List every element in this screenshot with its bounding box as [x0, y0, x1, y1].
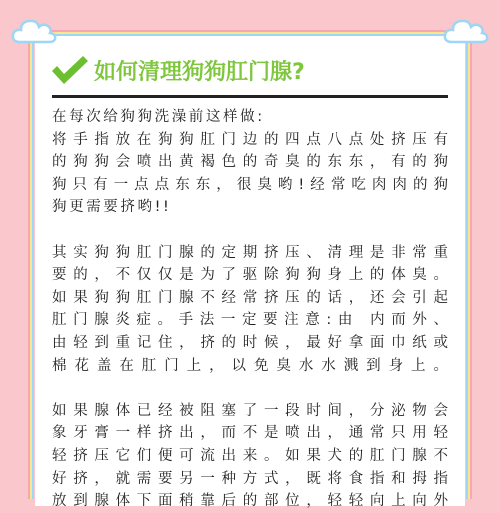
paragraph: [52, 106, 448, 219]
text-line: 象牙膏一样挤出，而不是喷出，通常只用轻: [52, 425, 448, 442]
page-title: 如何清理狗狗肛门腺?: [94, 59, 305, 85]
paragraph: [52, 400, 448, 513]
article-body: [52, 106, 448, 513]
rainbow-border-right: [466, 34, 472, 499]
text-line: 棉花盖在肛门上，以免臭水水溅到身上。: [52, 357, 448, 374]
text-line: 由轻到重记住，挤的时候，最好拿面巾纸或: [52, 334, 448, 351]
cloud-icon: [442, 14, 490, 46]
text-line: 其实狗狗肛门腺的定期挤压、清理是非常重: [52, 244, 448, 261]
text-line: 狗更需要挤哟!!: [52, 199, 172, 216]
text-line: 在每次给狗狗洗澡前这样做:: [52, 109, 265, 125]
paragraph-gap: [52, 377, 448, 400]
checkmark-icon: [48, 53, 90, 87]
text-line: 的狗狗会喷出黄褐色的奇臭的东东，有的狗: [52, 154, 448, 171]
cloud-icon: [10, 14, 58, 46]
text-line: 要的，不仅仅是为了驱除狗狗身上的体臭。: [52, 267, 448, 284]
paragraph-gap: [52, 219, 448, 242]
text-line: 好挤，就需要另一种方式，既将食指和拇指: [52, 470, 448, 487]
title-row: [48, 50, 305, 90]
paragraph: [52, 242, 448, 378]
rainbow-border-left: [28, 34, 34, 499]
text-line: 如果狗狗肛门腺不经常挤压的话，还会引起: [52, 289, 448, 306]
text-line: 如果腺体已经被阻塞了一段时间，分泌物会: [52, 402, 448, 419]
text-line: 将手指放在狗狗肛门边的四点八点处挤压有: [52, 131, 448, 148]
text-line: 轻挤压它们便可流出来。如果犬的肛门腺不: [52, 447, 448, 464]
title-divider: [52, 95, 448, 98]
text-line: 肛门腺炎症。手法一定要注意:由 内而外、: [52, 312, 448, 329]
text-line: 狗只有一点点东东，很臭哟!经常吃肉肉的狗: [52, 176, 448, 193]
text-line: 放到腺体下面稍靠后的部位，轻轻向上向外: [52, 493, 448, 510]
